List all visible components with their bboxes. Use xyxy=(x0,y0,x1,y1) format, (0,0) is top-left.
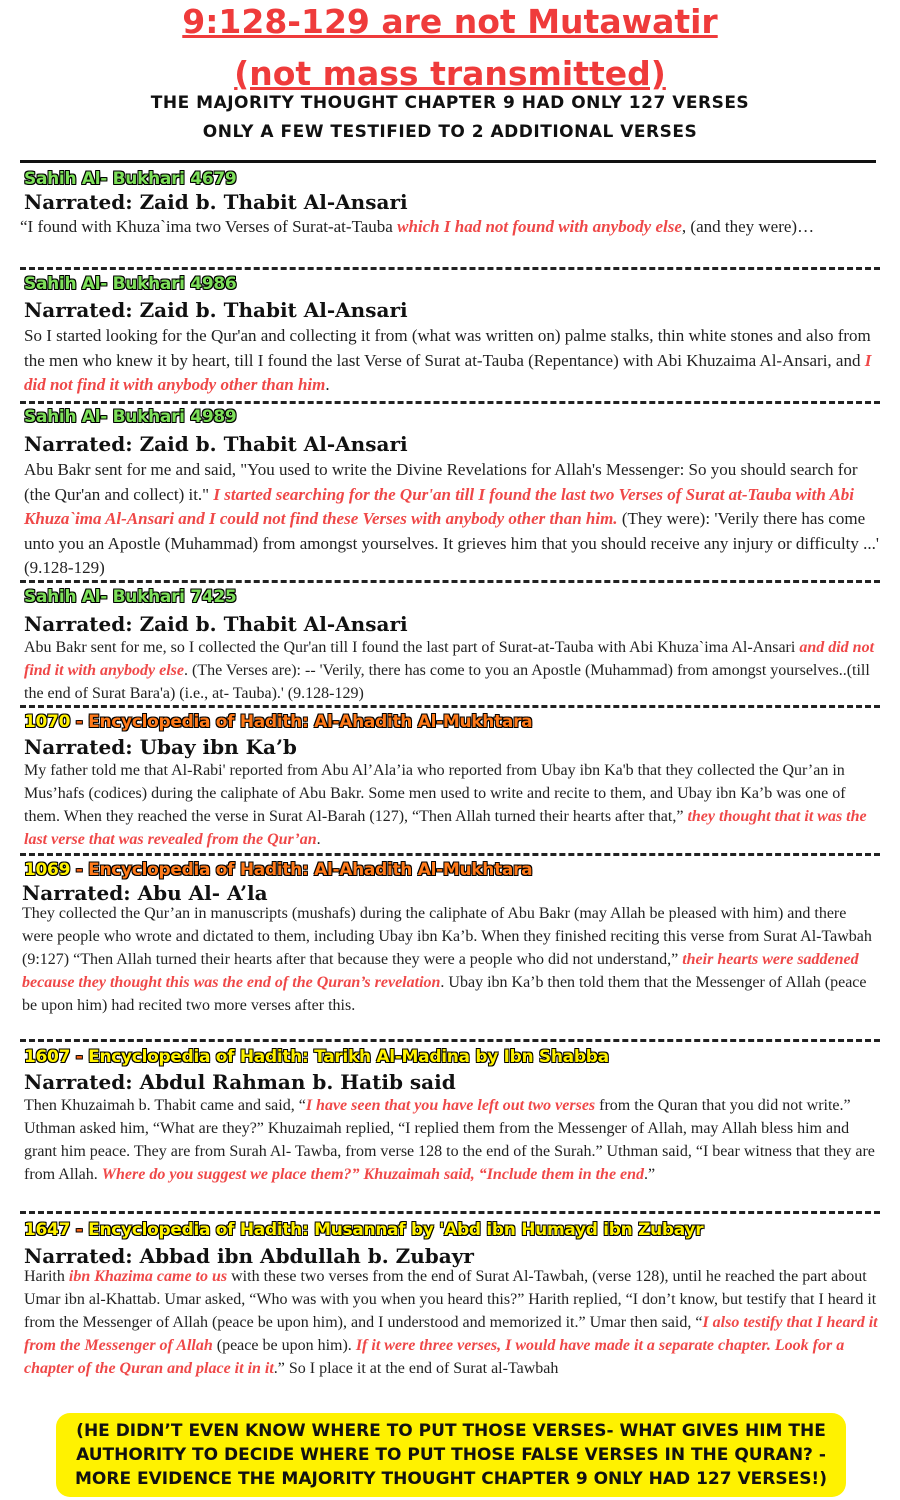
narrator: Narrated: Zaid b. Thabit Al-Ansari xyxy=(24,298,408,322)
hadith-text: So I started looking for the Qur'an and collecting it from (what was written on) palme stalks, thin white stones and also from the men who knew it by heart, till I found the last Verse of Surat at-Tauba (Repentance) with Abi Khuzaima Al-Ansari, and I did not find it with anybody other than him. xyxy=(24,326,872,394)
highlight-text: they thought that it was the last verse that was revealed from the Qur’an xyxy=(24,808,867,848)
hadith-text: “I found with Khuza`ima two Verses of Surat-at-Tauba which I had not found with anybody else, (and they were)… xyxy=(20,217,815,236)
conclusion-text: (HE DIDN’T EVEN KNOW WHERE TO PUT THOSE VERSES- WHAT GIVES HIM THE AUTHORITY TO DECIDE WHERE TO PUT THOSE FALSE VERSES IN THE QURAN? - MORE EVIDENCE THE MAJORITY THOUGHT CHAPTER 9 ONLY HAD 127 VERSES!) xyxy=(75,1421,827,1489)
section-divider xyxy=(20,705,880,708)
page-title-line-2: (not mass transmitted) xyxy=(234,54,666,93)
conclusion-banner xyxy=(56,1413,846,1497)
source-label: Sahih Al- Bukhari 7425 xyxy=(24,587,237,607)
narrator: Narrated: Zaid b. Thabit Al-Ansari xyxy=(24,190,408,214)
narrator: Narrated: Abu Al- A’la xyxy=(22,881,268,905)
source-label: Sahih Al- Bukhari 4986 xyxy=(24,274,237,294)
hadith-text: Harith ibn Khazima came to us with these two verses from the end of Surat Al-Tawbah, (verse 128), until he reached the part about Umar ibn al-Khattab. Umar asked, “Who was with you when you heard this?” Harith replied, “I don’t know, but testify that I heard it from the Messenger of Allah (peace be upon him), and I understood and memorized it.” Umar then said, “I also testify that I heard it from the Messenger of Allah (peace be upon him). If it were three verses, I would have made it a separate chapter. Look for a chapter of the Quran and place it in it.” So I place it at the end of Surat al-Tawbah xyxy=(24,1268,878,1377)
highlight-text: I have seen that you have left out two verses xyxy=(305,1097,596,1114)
hadith-text: My father told me that Al-Rabi' reported from Abu Al’Ala’ia who reported from Ubay ibn Ka'b that they collected the Qur’an in Mus’hafs (codices) during the caliphate of Abu Bakr. Some men used to write and recite to them, and Ubay ibn Ka’b was one of them. When they reached the verse in Surat Al-Barah (127), “Then Allah turned their hearts after that,” they thought that it was the last verse that was revealed from the Qur’an. xyxy=(24,762,867,848)
highlight-text: I did not find it with anybody other than him xyxy=(24,350,872,394)
section-divider xyxy=(20,1211,880,1214)
highlight-text: Where do you suggest we place them?” Khuzaimah said, “Include them in the end xyxy=(101,1166,645,1183)
highlight-text: their hearts were saddened because they thought this was the end of the Quran’s revelation xyxy=(22,951,859,991)
header-divider xyxy=(20,160,876,163)
narrator: Narrated: Ubay ibn Ka’b xyxy=(24,735,297,759)
hadith-text: Abu Bakr sent for me, so I collected the Qur'an till I found the last part of Surat-at-Tauba with Abi Khuza`ima Al-Ansari and did not find it with anybody else. (The Verses are): -- 'Verily, there has come to you an Apostle (Muhammad) from amongst yourselves..(till the end of Surat Bara'a) (i.e., at- Tauba).' (9.128-129) xyxy=(24,639,875,702)
source-label: 1070 - Encyclopedia of Hadith: Al-Ahadith Al-Mukhtara xyxy=(24,712,533,732)
subtitle-line-1: THE MAJORITY THOUGHT CHAPTER 9 HAD ONLY 127 VERSES xyxy=(150,93,750,113)
source-label: 1647 - Encyclopedia of Hadith: Musannaf by 'Abd ibn Humayd ibn Zubayr xyxy=(24,1220,704,1240)
highlight-text: I started searching for the Qur'an till I found the last two Verses of Surat at-Tauba with Abi Khuza`ima Al-Ansari and I could not find these Verses with anybody other than him. xyxy=(24,484,855,528)
hadith-text: They collected the Qur’an in manuscripts (mushafs) during the caliphate of Abu Bakr (may Allah be pleased with him) and there were people who wrote and dictated to them, including Ubay ibn Ka’b. When they finished reciting this verse from Surat Al-Tawbah (9:127) “Then Allah turned their hearts after that because they were a people who did not understand,” their hearts were saddened because they thought this was the end of the Quran’s revelation. Ubay ibn Ka’b then told them that the Messenger of Allah (peace be upon him) had recited two more verses after this. xyxy=(22,905,872,1014)
section-divider xyxy=(20,401,880,404)
section-divider xyxy=(20,580,880,583)
highlight-text: I also testify that I heard it from the Messenger of Allah xyxy=(24,1314,878,1354)
narrator: Narrated: Abdul Rahman b. Hatib said xyxy=(24,1070,456,1094)
highlight-text: and did not find it with anybody else xyxy=(24,639,875,679)
hadith-text: Then Khuzaimah b. Thabit came and said, “I have seen that you have left out two verses from the Quran that you did not write.” Uthman asked him, “What are they?” Khuzaimah replied, “I replied them from the Messenger of Allah, may Allah bless him and grant him peace. They are from Surah Al- Tawba, from verse 128 to the end of the Surah.” Uthman said, “I bear witness that they are from Allah. Where do you suggest we place them?” Khuzaimah said, “Include them in the end.” xyxy=(24,1097,875,1183)
narrator: Narrated: Zaid b. Thabit Al-Ansari xyxy=(24,432,408,456)
source-label: 1607 - Encyclopedia of Hadith: Tarikh Al-Madina by Ibn Shabba xyxy=(24,1047,609,1067)
source-label: Sahih Al- Bukhari 4989 xyxy=(24,407,237,427)
hadith-text: Abu Bakr sent for me and said, "You used to write the Divine Revelations for Allah's Messenger: So you should search for (the Qur'an and collect) it." I started searching for the Qur'an till I found the last two Verses of Surat at-Tauba with Abi Khuza`ima Al-Ansari and I could not find these Verses with anybody other than him. (They were): 'Verily there has come unto you an Apostle (Muhammad) from amongst yourselves. It grieves him that you should receive any injury or difficulty ...' (9.128-129) xyxy=(24,460,879,577)
highlight-text: If it were three verses, I would have made it a separate chapter. Look for a chapter of the Quran and place it in it xyxy=(24,1337,845,1377)
section-divider xyxy=(20,267,880,270)
page-title-line-1: 9:128-129 are not Mutawatir xyxy=(182,2,718,41)
highlight-text: ibn Khazima came to us xyxy=(68,1268,228,1285)
source-label: Sahih Al- Bukhari 4679 xyxy=(24,169,237,189)
narrator: Narrated: Abbad ibn Abdullah b. Zubayr xyxy=(24,1244,474,1268)
subtitle-line-2: ONLY A FEW TESTIFIED TO 2 ADDITIONAL VERSES xyxy=(202,122,698,142)
section-divider xyxy=(20,853,880,856)
section-divider xyxy=(20,1039,880,1042)
highlight-text: which I had not found with anybody else xyxy=(397,217,682,236)
source-label: 1069 - Encyclopedia of Hadith: Al-Ahadith Al-Mukhtara xyxy=(24,860,533,880)
narrator: Narrated: Zaid b. Thabit Al-Ansari xyxy=(24,612,408,636)
